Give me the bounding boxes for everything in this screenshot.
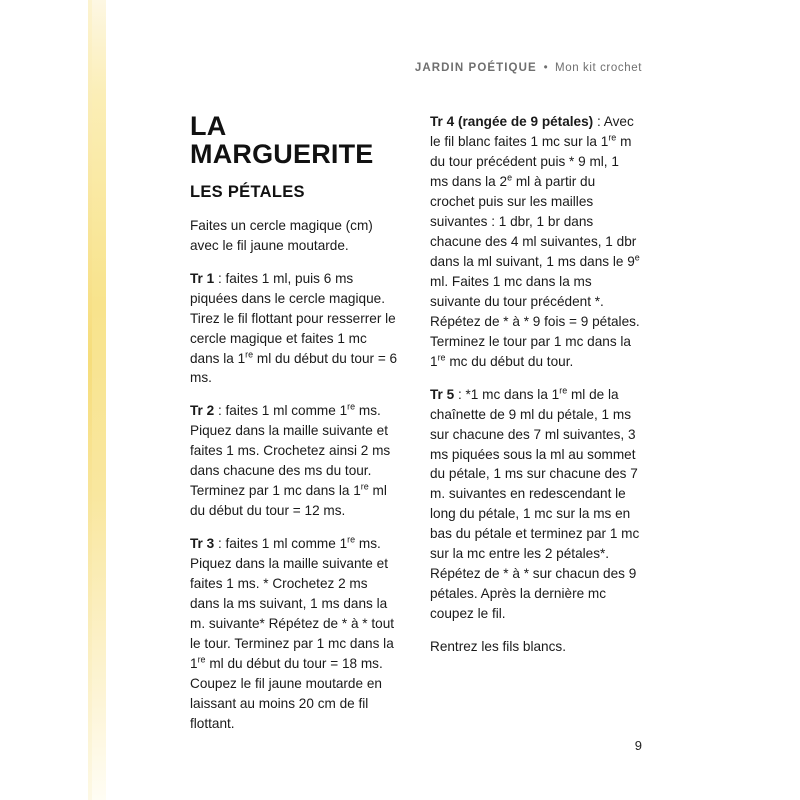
label-tr2: Tr 2: [190, 403, 215, 419]
paragraph-tr1: [190, 269, 400, 389]
label-tr5: Tr 5: [430, 386, 455, 402]
section-title: LES PÉTALES: [190, 182, 305, 201]
paragraph-intro: Faites un cercle magique (cm) avec le fil jaune moutarde.: [190, 217, 373, 253]
text-tr4: : Avec le fil blanc faites 1 mc sur la 1re m du tour précédent puis * 9 ml, 1 ms dans la 2e ml à partir du crochet puis sur les mailles suivantes : 1 dbr, 1 br dans chacune des 4 ml suivantes, 1 dbr dans la ml suivant, 1 ms dans le 9e ml. Faites 1 mc dans la ms suivante du tour précédent *. Répétez de * à * 9 fois = 9 pétales. Terminez le tour par 1 mc dans la 1re mc du début du tour.: [430, 114, 640, 369]
paragraph-tr2: [190, 401, 400, 521]
text-tr3: : faites 1 ml comme 1re ms. Piquez dans la maille suivante et faites 1 ms. * Crochetez 2 ms dans la ms suivant, 1 ms dans la m. suivante* Répétez de * à * tout le tour. Terminez par 1 mc dans la 1re ml du début du tour = 18 ms. Coupez le fil jaune moutarde en laissant au moins 20 cm de fil flottant.: [190, 534, 395, 731]
running-head-brand: JARDIN POÉTIQUE: [414, 62, 537, 74]
decorative-left-stripe-accent: [88, 0, 92, 800]
paragraph-tr3: [190, 534, 400, 734]
running-head: [415, 62, 642, 74]
text-columns: [190, 112, 640, 734]
left-column: [190, 112, 400, 734]
paragraph-tr5: [430, 385, 640, 625]
page-number: 9: [634, 738, 642, 753]
label-tr1: Tr 1: [190, 270, 215, 286]
label-tr4: Tr 4 (rangée de 9 pétales): [430, 114, 594, 129]
running-head-subtitle: Mon kit crochet: [555, 62, 642, 74]
page-title: LA MARGUERITE: [190, 111, 374, 170]
right-column: [430, 112, 640, 734]
paragraph-tr4: [430, 112, 640, 372]
text-tr5: : *1 mc dans la 1re ml de la chaînette de 9 ml du pétale, 1 ms sur chacune des 7 ml suivantes, 3 ms piquées sous la ml au sommet du pétale, 1 ms sur chacune des 7 m. suivantes en redescendant le long du pétale, 1 mc sur la ms en bas du pétale et terminez par 1 mc sur la mc entre les 2 pétales*. Répétez de * à * sur chacun des 9 pétales. Après la dernière mc coupez le fil.: [430, 385, 640, 622]
label-tr3: Tr 3: [190, 536, 215, 552]
paragraph-closing: Rentrez les fils blancs.: [430, 639, 566, 655]
text-tr2: : faites 1 ml comme 1re ms. Piquez dans la maille suivante et faites 1 ms. Crochetez ainsi 2 ms dans chacune des ms du tour. Terminez par 1 mc dans la 1re ml du début du tour = 12 ms.: [190, 401, 391, 519]
running-head-separator: •: [543, 62, 549, 74]
text-tr1: : faites 1 ml, puis 6 ms piquées dans le cercle magique. Tirez le fil flottant pour resserrer le cercle magique et faites 1 mc dans la 1re ml du début du tour = 6 ms.: [190, 270, 398, 386]
